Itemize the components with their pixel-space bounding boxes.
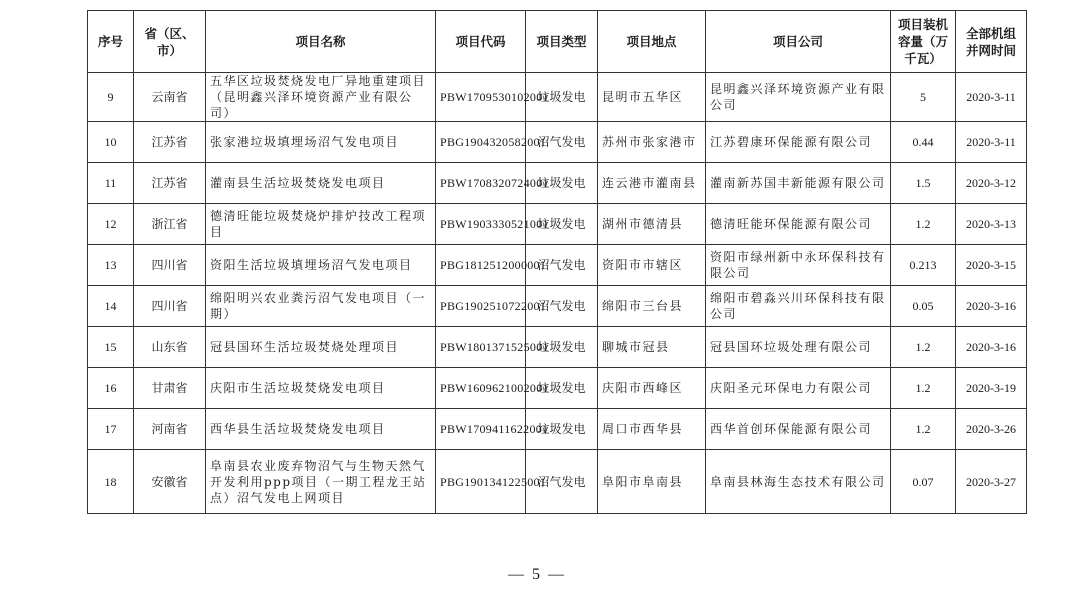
cell-code: PBG1901341225001 [436, 450, 526, 514]
cell-seq: 17 [88, 409, 134, 450]
table-row [88, 450, 1027, 514]
header-seq: 序号 [88, 11, 134, 73]
cell-type: 垃圾发电 [526, 327, 598, 368]
cell-date: 2020-3-13 [956, 204, 1027, 245]
cell-company: 资阳市绿州新中永环保科技有限公司 [706, 245, 891, 286]
cell-province: 江苏省 [134, 163, 206, 204]
cell-capacity: 1.2 [891, 368, 956, 409]
table-row [88, 245, 1027, 286]
cell-seq: 12 [88, 204, 134, 245]
cell-location: 庆阳市西峰区 [598, 368, 706, 409]
cell-location: 聊城市冠县 [598, 327, 706, 368]
cell-capacity: 0.44 [891, 122, 956, 163]
cell-location: 连云港市灌南县 [598, 163, 706, 204]
cell-type: 沼气发电 [526, 286, 598, 327]
cell-capacity: 1.5 [891, 163, 956, 204]
table-header-row [88, 11, 1027, 73]
cell-name: 德清旺能垃圾焚烧炉排炉技改工程项目 [206, 204, 436, 245]
cell-seq: 14 [88, 286, 134, 327]
cell-company: 阜南县林海生态技术有限公司 [706, 450, 891, 514]
table-row [88, 122, 1027, 163]
cell-company: 绵阳市碧淼兴川环保科技有限公司 [706, 286, 891, 327]
cell-type: 垃圾发电 [526, 204, 598, 245]
cell-seq: 10 [88, 122, 134, 163]
table-row [88, 286, 1027, 327]
cell-date: 2020-3-11 [956, 73, 1027, 122]
cell-capacity: 0.213 [891, 245, 956, 286]
cell-province: 河南省 [134, 409, 206, 450]
table-row [88, 73, 1027, 122]
cell-company: 昆明鑫兴泽环境资源产业有限公司 [706, 73, 891, 122]
cell-type: 沼气发电 [526, 122, 598, 163]
cell-location: 苏州市张家港市 [598, 122, 706, 163]
cell-type: 垃圾发电 [526, 368, 598, 409]
cell-province: 甘肃省 [134, 368, 206, 409]
header-province: 省（区、市） [134, 11, 206, 73]
table-row [88, 163, 1027, 204]
cell-date: 2020-3-15 [956, 245, 1027, 286]
cell-name: 阜南县农业废弃物沼气与生物天然气开发利用ppp项目（一期工程龙王站点）沼气发电上网项目 [206, 450, 436, 514]
cell-type: 沼气发电 [526, 450, 598, 514]
cell-company: 庆阳圣元环保电力有限公司 [706, 368, 891, 409]
cell-code: PBW1708320724001 [436, 163, 526, 204]
cell-name: 灌南县生活垃圾焚烧发电项目 [206, 163, 436, 204]
cell-code: PBW1801371525001 [436, 327, 526, 368]
cell-location: 昆明市五华区 [598, 73, 706, 122]
cell-company: 灌南新苏国丰新能源有限公司 [706, 163, 891, 204]
cell-code: PBW1609621002001 [436, 368, 526, 409]
cell-province: 云南省 [134, 73, 206, 122]
header-capacity: 项目装机容量（万千瓦） [891, 11, 956, 73]
cell-name: 绵阳明兴农业粪污沼气发电项目（一期） [206, 286, 436, 327]
header-date: 全部机组并网时间 [956, 11, 1027, 73]
cell-seq: 9 [88, 73, 134, 122]
cell-code: PBW1709411622001 [436, 409, 526, 450]
cell-code: PBW1903330521001 [436, 204, 526, 245]
cell-capacity: 1.2 [891, 409, 956, 450]
cell-type: 垃圾发电 [526, 73, 598, 122]
cell-capacity: 0.07 [891, 450, 956, 514]
cell-company: 德清旺能环保能源有限公司 [706, 204, 891, 245]
cell-seq: 15 [88, 327, 134, 368]
cell-province: 山东省 [134, 327, 206, 368]
cell-company: 江苏碧康环保能源有限公司 [706, 122, 891, 163]
table-row [88, 409, 1027, 450]
cell-code: PBG1812512000001 [436, 245, 526, 286]
cell-company: 冠县国环垃圾处理有限公司 [706, 327, 891, 368]
cell-province: 江苏省 [134, 122, 206, 163]
header-type: 项目类型 [526, 11, 598, 73]
cell-location: 阜阳市阜南县 [598, 450, 706, 514]
cell-date: 2020-3-16 [956, 286, 1027, 327]
cell-date: 2020-3-19 [956, 368, 1027, 409]
cell-date: 2020-3-12 [956, 163, 1027, 204]
header-code: 项目代码 [436, 11, 526, 73]
page-number: — 5 — [508, 566, 566, 583]
cell-company: 西华首创环保能源有限公司 [706, 409, 891, 450]
cell-name: 西华县生活垃圾焚烧发电项目 [206, 409, 436, 450]
cell-name: 冠县国环生活垃圾焚烧处理项目 [206, 327, 436, 368]
cell-seq: 11 [88, 163, 134, 204]
cell-code: PBW1709530102001 [436, 73, 526, 122]
header-name: 项目名称 [206, 11, 436, 73]
cell-seq: 18 [88, 450, 134, 514]
cell-capacity: 5 [891, 73, 956, 122]
cell-seq: 13 [88, 245, 134, 286]
cell-location: 资阳市市辖区 [598, 245, 706, 286]
table-row [88, 327, 1027, 368]
cell-location: 周口市西华县 [598, 409, 706, 450]
table-row [88, 368, 1027, 409]
cell-location: 湖州市德清县 [598, 204, 706, 245]
cell-capacity: 1.2 [891, 204, 956, 245]
cell-province: 四川省 [134, 245, 206, 286]
cell-location: 绵阳市三台县 [598, 286, 706, 327]
cell-code: PBG1902510722001 [436, 286, 526, 327]
cell-type: 垃圾发电 [526, 409, 598, 450]
cell-province: 四川省 [134, 286, 206, 327]
cell-name: 资阳生活垃圾填埋场沼气发电项目 [206, 245, 436, 286]
cell-type: 垃圾发电 [526, 163, 598, 204]
cell-province: 浙江省 [134, 204, 206, 245]
cell-name: 庆阳市生活垃圾焚烧发电项目 [206, 368, 436, 409]
project-table [87, 10, 1027, 514]
cell-type: 沼气发电 [526, 245, 598, 286]
cell-date: 2020-3-16 [956, 327, 1027, 368]
cell-seq: 16 [88, 368, 134, 409]
table-row [88, 204, 1027, 245]
header-company: 项目公司 [706, 11, 891, 73]
cell-name: 五华区垃圾焚烧发电厂异地重建项目（昆明鑫兴泽环境资源产业有限公司） [206, 73, 436, 122]
header-location: 项目地点 [598, 11, 706, 73]
cell-date: 2020-3-27 [956, 450, 1027, 514]
cell-code: PBG1904320582001 [436, 122, 526, 163]
cell-name: 张家港垃圾填埋场沼气发电项目 [206, 122, 436, 163]
cell-capacity: 0.05 [891, 286, 956, 327]
cell-date: 2020-3-11 [956, 122, 1027, 163]
cell-capacity: 1.2 [891, 327, 956, 368]
cell-province: 安徽省 [134, 450, 206, 514]
cell-date: 2020-3-26 [956, 409, 1027, 450]
